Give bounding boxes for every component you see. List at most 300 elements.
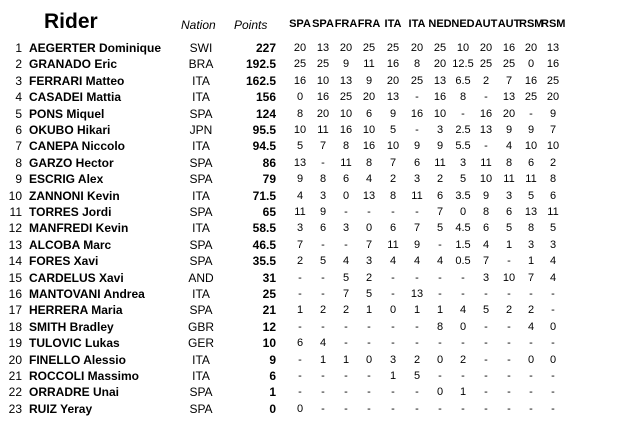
rider-position: 3 <box>15 73 22 88</box>
race-result: 9 <box>436 140 444 153</box>
race-result: - <box>484 337 488 350</box>
rider-points: 6 <box>269 369 276 383</box>
rider-position: 12 <box>8 221 22 236</box>
race-result: 11 <box>503 173 515 186</box>
race-result: 3 <box>527 238 535 251</box>
race-result: 8 <box>413 58 421 71</box>
race-result: 20 <box>362 91 376 104</box>
race-result: 11 <box>434 156 446 169</box>
race-result: 0 <box>296 402 304 415</box>
race-result: - <box>461 288 465 300</box>
race-result: 6 <box>296 337 304 350</box>
race-result: 0 <box>436 386 444 399</box>
race-result: 2 <box>527 304 535 317</box>
rider-nation: GER <box>187 336 214 351</box>
race-result: 5 <box>296 140 304 153</box>
race-result: 1 <box>296 304 304 317</box>
race-result: 11 <box>525 173 537 186</box>
race-result: 9 <box>527 124 535 136</box>
rider-nation: GBR <box>187 319 214 334</box>
rider-nation: SPA <box>189 205 213 219</box>
points-header: Points <box>234 18 268 32</box>
rider-name: FINELLO Alessio <box>29 352 126 367</box>
race-result: 0 <box>389 304 397 317</box>
race-result: 16 <box>386 58 400 71</box>
race-result: 7 <box>505 74 513 87</box>
race-result: - <box>321 271 325 284</box>
race-result: - <box>415 320 419 333</box>
table-header <box>0 0 636 34</box>
race-result: 7 <box>527 271 535 284</box>
race-result: 10 <box>546 140 560 153</box>
race-result: 25 <box>410 74 424 87</box>
race-result: - <box>298 320 302 333</box>
race-result: 20 <box>479 42 493 54</box>
rider-nation: SPA <box>189 106 213 121</box>
race-result: 8 <box>342 140 350 153</box>
rider-position: 1 <box>15 41 22 55</box>
race-result: 6 <box>342 173 350 186</box>
race-result: - <box>461 271 465 284</box>
race-result: - <box>415 337 419 350</box>
race-result: 20 <box>546 91 560 104</box>
race-result: - <box>529 337 533 350</box>
race-result: 6 <box>505 206 513 218</box>
race-result: 7 <box>319 140 327 153</box>
rider-name: OKUBO Hikari <box>29 123 111 137</box>
race-result: 20 <box>410 42 424 54</box>
rider-nation: ITA <box>192 139 210 154</box>
race-result: - <box>415 206 419 218</box>
rider-nation: SPA <box>189 385 213 400</box>
rider-points: 0 <box>269 401 276 416</box>
race-result: 9 <box>413 238 421 251</box>
rider-name: ALCOBA Marc <box>29 237 112 252</box>
rider-name: ESCRIG Alex <box>29 172 104 187</box>
race-result: 0 <box>342 189 350 202</box>
race-header: AUT <box>497 18 521 30</box>
race-result: 2 <box>436 173 444 186</box>
race-result: 4 <box>549 255 557 268</box>
race-result: 6 <box>482 222 490 235</box>
race-result: 1 <box>389 370 397 382</box>
rider-points: 65 <box>262 205 276 219</box>
race-result: 20 <box>339 42 353 54</box>
race-result: - <box>461 370 465 382</box>
race-result: 1 <box>436 304 444 317</box>
race-result: 8 <box>505 156 513 169</box>
race-result: 9 <box>342 58 350 71</box>
race-result: 11 <box>480 156 492 169</box>
race-result: 13 <box>524 206 538 218</box>
race-result: 6 <box>319 222 327 235</box>
race-header: ITA <box>408 18 426 30</box>
race-result: 0 <box>459 206 467 218</box>
race-result: - <box>391 288 395 300</box>
race-result: - <box>391 320 395 333</box>
race-result: 3 <box>549 238 557 251</box>
race-result: 7 <box>549 124 557 136</box>
table-row <box>0 155 636 171</box>
race-result: 9 <box>482 189 490 202</box>
rider-name: TULOVIC Lukas <box>29 336 120 351</box>
race-result: 4 <box>549 271 557 284</box>
race-header: NED <box>428 18 452 30</box>
race-header: FRA <box>334 18 358 30</box>
race-result: 2 <box>482 74 490 87</box>
race-result: - <box>461 107 465 120</box>
race-result: 13 <box>502 91 516 104</box>
race-result: 1 <box>527 255 535 268</box>
race-result: 16 <box>410 107 424 120</box>
race-result: - <box>344 337 348 350</box>
table-row <box>0 270 636 286</box>
rider-name: FORES Xavi <box>29 254 99 269</box>
race-result: 25 <box>293 58 307 71</box>
race-result: 20 <box>293 42 307 54</box>
race-result: 0 <box>365 222 373 235</box>
race-result: 1 <box>505 238 513 251</box>
race-result: 10 <box>524 140 538 153</box>
race-result: - <box>344 386 348 399</box>
race-result: 16 <box>524 74 538 87</box>
race-result: - <box>298 288 302 300</box>
rider-nation: ITA <box>192 90 210 105</box>
rider-position: 17 <box>8 303 22 318</box>
race-result: 8 <box>296 107 304 120</box>
rider-points: 35.5 <box>252 254 276 269</box>
rider-nation: SPA <box>189 303 213 318</box>
race-result: 3 <box>296 222 304 235</box>
race-result: 5.5 <box>455 140 471 153</box>
race-result: - <box>507 353 511 366</box>
race-result: 10 <box>293 124 307 136</box>
race-result: - <box>507 386 511 399</box>
race-result: - <box>484 386 488 399</box>
rider-name: TORRES Jordi <box>29 205 112 219</box>
race-result: 16 <box>479 107 493 120</box>
race-result: 13 <box>410 288 424 300</box>
race-header: SPA <box>312 18 334 30</box>
race-result: 2 <box>549 156 557 169</box>
race-result: 9 <box>365 74 373 87</box>
race-result: 8 <box>365 156 373 169</box>
race-result: - <box>321 386 325 399</box>
race-result: 6 <box>389 222 397 235</box>
rider-nation: ITA <box>192 188 210 203</box>
race-result: 4 <box>459 304 467 317</box>
race-result: 10 <box>433 107 447 120</box>
race-result: 4 <box>527 320 535 333</box>
race-result: 13 <box>433 74 447 87</box>
rider-name: PONS Miquel <box>29 106 105 121</box>
table-row <box>0 302 636 318</box>
race-result: 10 <box>502 271 516 284</box>
race-result: 12.5 <box>452 58 474 71</box>
race-result: 6 <box>549 189 557 202</box>
race-result: - <box>529 402 533 415</box>
nation-header: Nation <box>181 18 216 32</box>
race-result: 20 <box>524 42 538 54</box>
race-result: - <box>298 353 302 366</box>
rider-position: 19 <box>8 336 22 351</box>
race-result: 10 <box>479 173 493 186</box>
rider-position: 4 <box>15 90 22 105</box>
race-result: 10 <box>386 140 400 153</box>
race-result: 25 <box>479 58 493 71</box>
race-result: 25 <box>386 42 400 54</box>
race-result: 11 <box>387 238 399 251</box>
race-result: 0 <box>365 353 373 366</box>
rider-nation: BRA <box>188 57 214 72</box>
race-result: 3 <box>459 156 467 169</box>
race-result: 25 <box>502 58 516 71</box>
race-result: 3 <box>365 255 373 268</box>
race-result: - <box>321 402 325 415</box>
race-result: - <box>529 288 533 300</box>
race-result: - <box>391 402 395 415</box>
rider-points: 156 <box>255 90 276 105</box>
table-row <box>0 89 636 105</box>
rider-name: ZANNONI Kevin <box>29 188 120 203</box>
race-result: 25 <box>433 42 447 54</box>
race-result: - <box>484 91 488 104</box>
race-result: 3 <box>505 189 513 202</box>
race-result: 8 <box>549 173 557 186</box>
rider-position: 8 <box>15 155 22 170</box>
race-result: 7 <box>436 206 444 218</box>
race-result: 3 <box>342 222 350 235</box>
race-result: 7 <box>413 222 421 235</box>
rider-nation: ITA <box>192 287 210 301</box>
race-result: 11 <box>363 58 375 71</box>
table-row <box>0 401 636 417</box>
race-result: 0 <box>459 320 467 333</box>
rider-points: 31 <box>262 270 276 285</box>
race-result: - <box>484 140 488 153</box>
race-result: - <box>484 320 488 333</box>
race-result: 5 <box>459 173 467 186</box>
rider-points: 162.5 <box>245 73 276 88</box>
race-result: - <box>415 402 419 415</box>
race-result: 16 <box>316 91 330 104</box>
race-result: 3.5 <box>455 189 471 202</box>
rider-position: 16 <box>8 287 22 301</box>
race-result: - <box>551 370 555 382</box>
race-result: - <box>551 386 555 399</box>
race-result: 25 <box>524 91 538 104</box>
rider-position: 10 <box>8 188 22 203</box>
race-result: 4 <box>482 238 490 251</box>
race-result: - <box>551 288 555 300</box>
table-row <box>0 106 636 122</box>
race-result: 4.5 <box>455 222 471 235</box>
race-result: 7 <box>296 238 304 251</box>
rider-points: 124 <box>255 106 276 121</box>
race-result: 6 <box>413 156 421 169</box>
race-result: - <box>298 271 302 284</box>
table-row <box>0 73 636 89</box>
race-result: - <box>298 386 302 399</box>
race-result: - <box>391 206 395 218</box>
race-result: - <box>529 386 533 399</box>
race-result: 4 <box>365 173 373 186</box>
rider-name: AEGERTER Dominique <box>29 41 162 55</box>
race-result: - <box>344 402 348 415</box>
rider-points: 95.5 <box>252 123 276 137</box>
race-result: 1 <box>365 304 373 317</box>
race-result: 2 <box>365 271 373 284</box>
race-result: 25 <box>362 42 376 54</box>
race-result: 11 <box>411 189 423 202</box>
race-result: 2 <box>342 304 350 317</box>
rider-nation: AND <box>188 270 214 285</box>
rider-nation: ITA <box>192 352 210 367</box>
race-result: 9 <box>319 206 327 218</box>
race-result: 2 <box>319 304 327 317</box>
rider-nation: SPA <box>189 237 213 252</box>
race-result: - <box>367 337 371 350</box>
race-result: 2 <box>296 255 304 268</box>
rider-name: MANTOVANI Andrea <box>29 287 145 301</box>
rider-name: RUIZ Yeray <box>29 401 93 416</box>
race-result: 5 <box>505 222 513 235</box>
table-row <box>0 171 636 187</box>
race-result: - <box>484 353 488 366</box>
rider-position: 14 <box>8 254 22 269</box>
race-result: - <box>298 370 302 382</box>
race-result: 4 <box>319 337 327 350</box>
rider-name: CARDELUS Xavi <box>29 270 124 285</box>
race-result: 1 <box>459 386 467 399</box>
race-result: - <box>344 206 348 218</box>
race-result: 16 <box>293 74 307 87</box>
rider-position: 15 <box>8 270 22 285</box>
race-result: - <box>415 271 419 284</box>
race-result: - <box>438 337 442 350</box>
race-header: NED <box>451 18 475 30</box>
rider-position: 22 <box>8 385 22 400</box>
race-result: 7 <box>342 288 350 300</box>
race-result: 16 <box>546 58 560 71</box>
race-header: FRA <box>357 18 381 30</box>
race-result: 8 <box>436 320 444 333</box>
rider-name: CANEPA Niccolo <box>29 139 126 154</box>
race-result: 9 <box>549 107 557 120</box>
race-result: 6.5 <box>455 74 471 87</box>
race-result: 20 <box>316 107 330 120</box>
table-row <box>0 286 636 302</box>
race-result: 3 <box>482 271 490 284</box>
race-header: AUT <box>474 18 498 30</box>
race-result: 0 <box>527 58 535 71</box>
race-result: - <box>367 320 371 333</box>
table-row <box>0 188 636 204</box>
race-header: ITA <box>384 18 402 30</box>
race-result: 2 <box>505 304 513 317</box>
race-result: 11 <box>340 156 352 169</box>
rider-points: 227 <box>255 41 276 55</box>
race-result: - <box>507 337 511 350</box>
rider-name: HERRERA Maria <box>29 303 123 318</box>
race-result: - <box>438 402 442 415</box>
rider-position: 6 <box>15 123 22 137</box>
race-result: 3 <box>319 189 327 202</box>
race-result: 25 <box>546 74 560 87</box>
rider-position: 7 <box>15 139 22 154</box>
race-result: - <box>321 238 325 251</box>
rider-nation: SPA <box>189 155 213 170</box>
race-header: RSM <box>519 18 544 30</box>
table-row <box>0 122 636 138</box>
race-result: - <box>461 337 465 350</box>
race-result: - <box>415 91 419 104</box>
race-result: - <box>551 402 555 415</box>
rider-nation: SPA <box>189 172 213 187</box>
race-result: - <box>321 370 325 382</box>
table-row <box>0 204 636 220</box>
race-result: - <box>529 107 533 120</box>
race-result: 3 <box>413 173 421 186</box>
race-result: 3 <box>436 124 444 136</box>
rider-name: ROCCOLI Massimo <box>29 369 140 383</box>
rider-name: MANFREDI Kevin <box>29 221 129 236</box>
race-result: 13 <box>293 156 307 169</box>
race-result: 8 <box>527 222 535 235</box>
race-result: - <box>507 402 511 415</box>
rider-nation: JPN <box>189 123 213 137</box>
race-result: - <box>367 370 371 382</box>
table-row <box>0 368 636 384</box>
race-result: 1 <box>342 353 350 366</box>
rider-position: 23 <box>8 401 22 416</box>
race-result: 0 <box>296 91 304 104</box>
rider-points: 86 <box>262 155 276 170</box>
race-result: - <box>507 288 511 300</box>
race-result: 13 <box>546 42 560 54</box>
race-result: 20 <box>386 74 400 87</box>
race-result: 4 <box>413 255 421 268</box>
rider-points: 58.5 <box>252 221 276 236</box>
rider-points: 46.5 <box>252 237 276 252</box>
rider-name: GRANADO Eric <box>29 57 118 72</box>
table-row <box>0 56 636 72</box>
race-result: - <box>438 370 442 382</box>
table-row <box>0 138 636 154</box>
race-result: 5 <box>319 255 327 268</box>
rider-position: 2 <box>15 57 22 72</box>
race-result: 5 <box>527 189 535 202</box>
race-result: - <box>461 402 465 415</box>
race-result: 11 <box>547 206 559 218</box>
rider-points: 79 <box>262 172 276 187</box>
race-result: 5 <box>413 370 421 382</box>
race-result: 7 <box>482 255 490 268</box>
race-result: - <box>321 288 325 300</box>
race-result: 16 <box>502 42 516 54</box>
race-result: 2.5 <box>455 124 471 136</box>
rider-points: 71.5 <box>252 188 276 203</box>
race-result: 20 <box>433 58 447 71</box>
rider-nation: ITA <box>192 221 210 236</box>
race-result: 13 <box>479 124 493 136</box>
race-result: 2 <box>459 353 467 366</box>
race-result: - <box>484 370 488 382</box>
rider-nation: SPA <box>189 401 213 416</box>
race-result: 4 <box>436 255 444 268</box>
rider-header: Rider <box>44 10 98 33</box>
race-result: 16 <box>362 140 376 153</box>
